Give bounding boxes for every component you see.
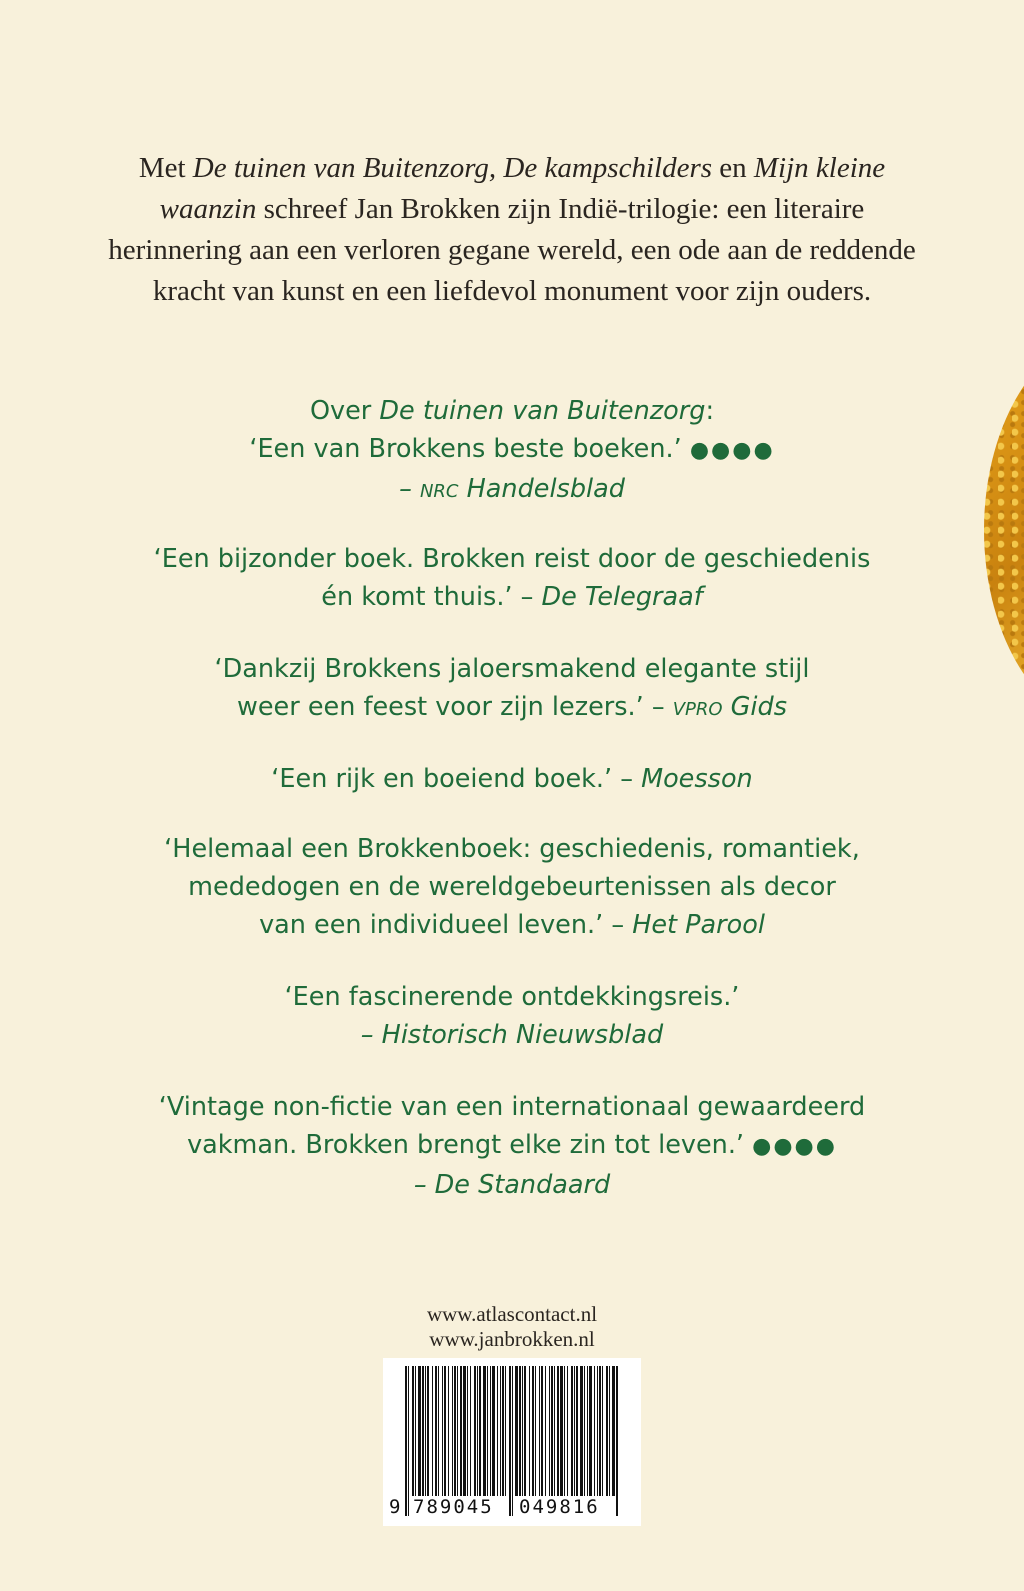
barcode-bar (576, 1366, 578, 1496)
barcode-group-right: 049816 (519, 1496, 600, 1518)
barcode-bar (609, 1366, 610, 1496)
barcode-bar (535, 1366, 536, 1496)
barcode-bar (529, 1366, 530, 1496)
barcode-bar (467, 1366, 468, 1496)
quote-3: ‘Dankzij Brokkens jaloersmakend elegante stijl weer een feest voor zijn lezers.’ – vpro Gids (214, 654, 810, 722)
barcode-bar (554, 1366, 555, 1496)
barcode-bar (427, 1366, 429, 1496)
barcode-bar (502, 1366, 504, 1496)
barcode-bar (602, 1366, 603, 1496)
barcode-bar (616, 1366, 618, 1516)
barcode-bar (448, 1366, 449, 1496)
barcode-bar (587, 1366, 588, 1496)
barcode-digit-first: 9 (389, 1496, 403, 1518)
barcode-bar (519, 1366, 521, 1496)
barcode-bar (454, 1366, 456, 1496)
barcode-group-left: 789045 (413, 1496, 494, 1518)
barcode-bar (580, 1366, 583, 1496)
barcode-bar (408, 1366, 409, 1516)
barcode-bar (470, 1366, 471, 1496)
barcode-bar (412, 1366, 414, 1496)
barcode-bar (522, 1366, 523, 1496)
rating-dots: ●●●● (689, 438, 775, 463)
barcode-bar (532, 1366, 534, 1496)
barcode-bar (479, 1366, 481, 1496)
barcode-bar (500, 1366, 501, 1496)
barcode-bar (597, 1366, 598, 1496)
quote-2: ‘Een bijzonder boek. Brokken reist door de geschiedenis én komt thuis.’ – De Telegraaf (153, 544, 871, 612)
barcode-bar (524, 1366, 526, 1496)
barcode-bar (574, 1366, 575, 1496)
barcode-bar (457, 1366, 458, 1496)
barcode-bar (594, 1366, 595, 1496)
barcode-bar (460, 1366, 462, 1496)
barcode-bar (435, 1366, 437, 1496)
barcode-bar (584, 1366, 585, 1496)
barcode-bar (512, 1366, 513, 1516)
quote-7: ‘Vintage non-fictie van een internationaal gewaardeerd vakman. Brokken brengt elke zin tot leven.’ ●●●● – De Standaard (158, 1092, 866, 1200)
barcode-bar (422, 1366, 424, 1496)
barcode-bar (549, 1366, 550, 1496)
barcode-bar (442, 1366, 443, 1496)
quote-4: ‘Een rijk en boeiend boek.’ – Moesson (271, 764, 753, 794)
intro-paragraph: Met De tuinen van Buitenzorg, De kampschilders en Mijn kleine waanzin schreef Jan Brokken zijn Indië-trilogie: een literaire herinnering aan een verloren gegane wereld, een ode aan de reddende kracht van kunst en een liefdevol monument voor zijn ouders. (108, 152, 916, 307)
barcode-bar (606, 1366, 608, 1496)
barcode-bar (557, 1366, 559, 1496)
barcode-bar (418, 1366, 421, 1496)
barcode-bar (560, 1366, 563, 1496)
website-links (300, 1302, 724, 1352)
barcode-bar (539, 1366, 540, 1496)
barcode-bar (492, 1366, 495, 1496)
barcode-bar (515, 1366, 518, 1496)
barcode-bar (564, 1366, 565, 1496)
barcode-bar (490, 1366, 491, 1496)
barcode-bar (405, 1366, 407, 1516)
quote-5: ‘Helemaal een Brokkenboek: geschiedenis, romantiek, mededogen en de wereldgebeurtenissen als decor van een individueel leven.’ – Het Parool (164, 834, 860, 940)
barcode-bar (474, 1366, 476, 1496)
barcode-bar (509, 1366, 511, 1516)
barcode-bar (483, 1366, 486, 1496)
barcode-bar (463, 1366, 466, 1496)
barcode-bar (438, 1366, 439, 1496)
barcode-bar (567, 1366, 568, 1496)
barcode-bar (589, 1366, 592, 1496)
barcode-bar (599, 1366, 601, 1496)
rating-dots: ●●●● (752, 1134, 837, 1159)
barcode-bar (571, 1366, 573, 1496)
barcode-bar (545, 1366, 546, 1496)
barcode-bar (541, 1366, 543, 1496)
isbn-barcode (383, 1358, 641, 1526)
barcode-bar (477, 1366, 478, 1496)
barcode-bar (415, 1366, 416, 1496)
author-url[interactable]: www.janbrokken.nl (429, 1327, 595, 1351)
quote-1: Over De tuinen van Buitenzorg: ‘Een van Brokkens beste boeken.’ ●●●● – nrc Handelsblad (249, 396, 775, 504)
barcode-bar (432, 1366, 433, 1496)
barcode-bar (425, 1366, 426, 1496)
barcode-bar (487, 1366, 488, 1496)
barcode-bar (551, 1366, 553, 1496)
barcode-bar (452, 1366, 453, 1496)
quote-6: ‘Een fascinerende ontdekkingsreis.’ – Historisch Nieuwsblad (284, 982, 740, 1050)
publisher-url[interactable]: www.atlascontact.nl (426, 1302, 598, 1326)
barcode-bar (612, 1366, 615, 1496)
barcode-bar (505, 1366, 506, 1496)
barcode-bar (444, 1366, 446, 1496)
barcode-bar (497, 1366, 498, 1496)
decorative-ornament (984, 330, 1024, 730)
